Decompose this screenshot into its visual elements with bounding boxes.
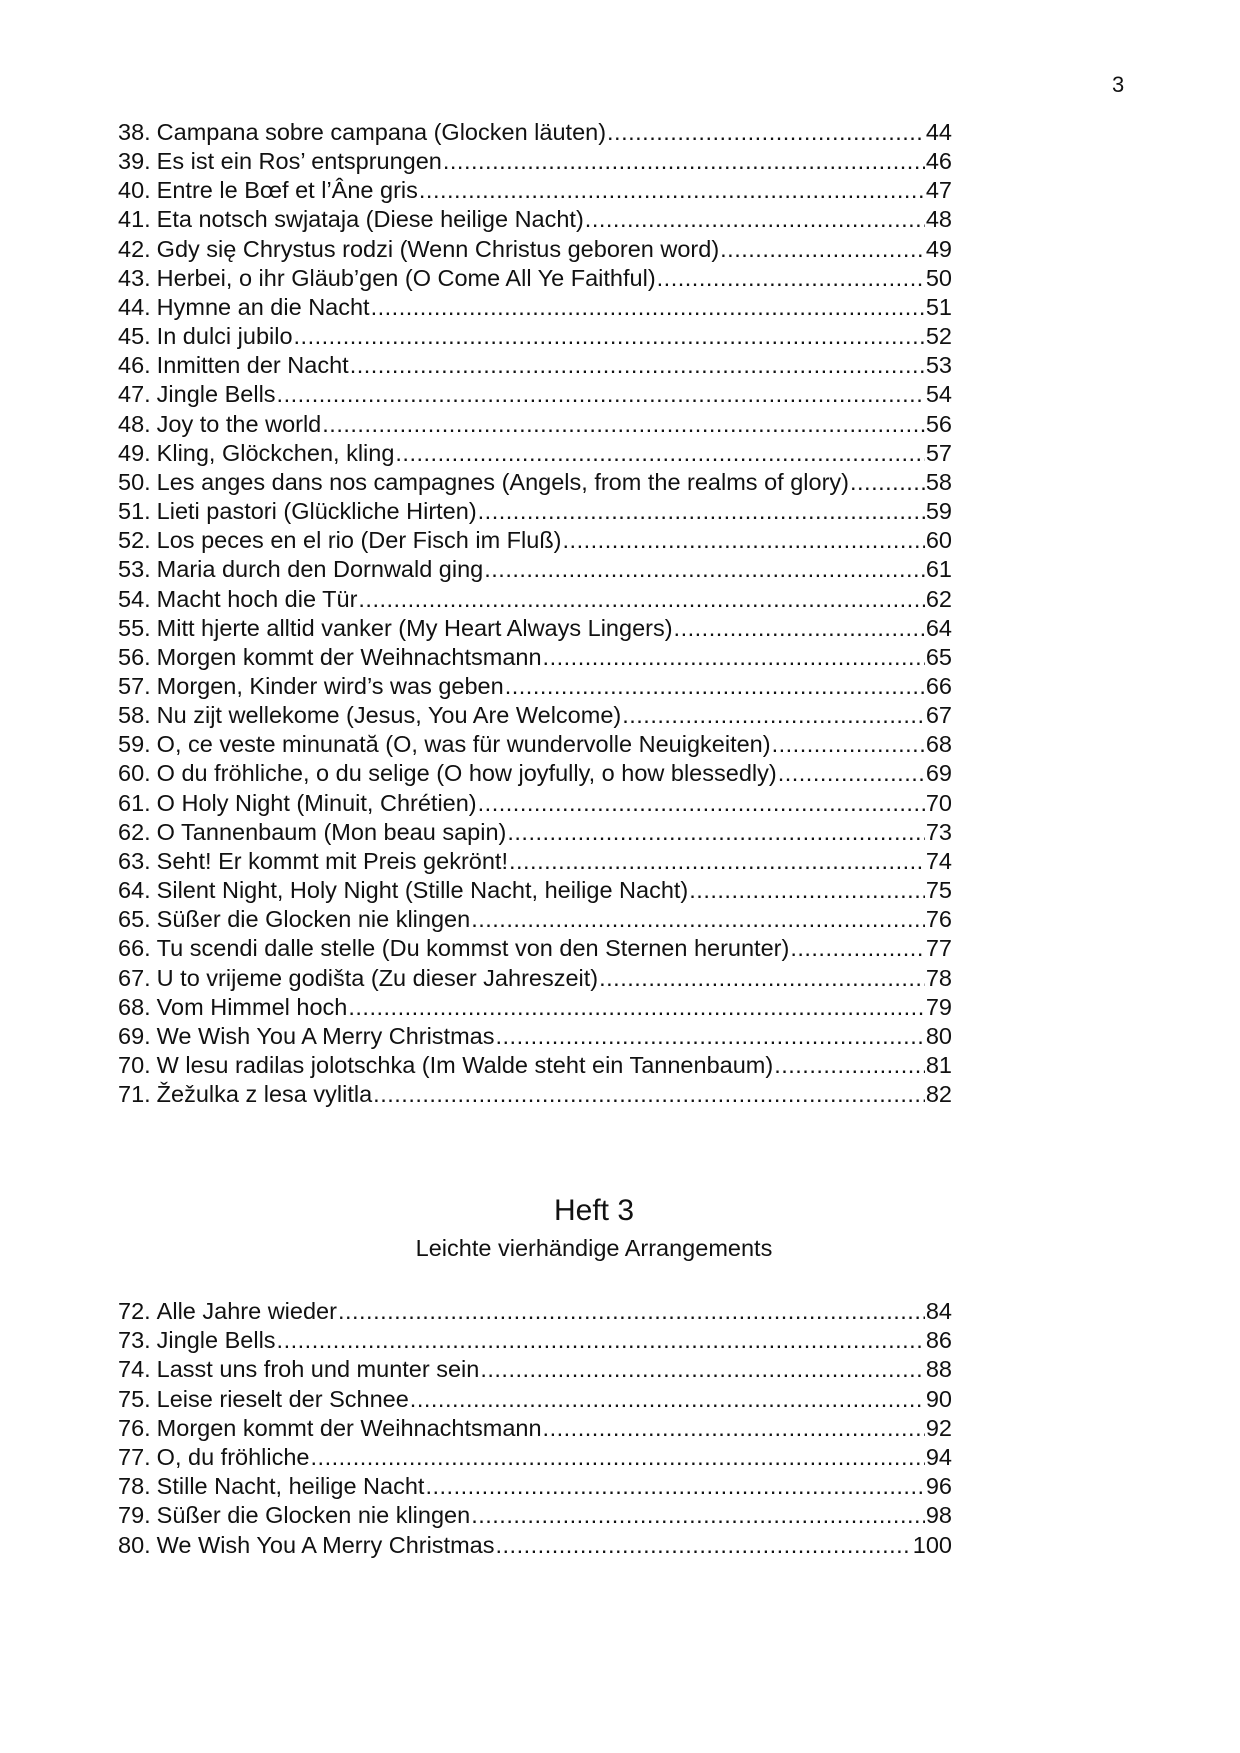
toc-entry-page: 98 <box>925 1502 952 1529</box>
toc-entry-page: 52 <box>925 323 952 350</box>
toc-entry-page: 47 <box>925 177 952 204</box>
dot-leader <box>471 905 925 934</box>
toc-entry-title: Herbei, o ihr Gläub’gen (O Come All Ye Faithful) <box>156 264 656 291</box>
toc-entry-title: O, ce veste minunată (O, was für wundervolle Neuigkeiten) <box>156 731 771 758</box>
dot-leader <box>778 759 925 788</box>
toc-entry <box>118 176 952 205</box>
toc-entry-title: O du fröhliche, o du selige (O how joyfully, o how blessedly) <box>156 760 777 787</box>
dot-leader <box>657 264 925 293</box>
toc-entry-title: Macht hoch die Tür <box>156 585 358 612</box>
toc-entry <box>118 410 952 439</box>
dot-leader <box>607 118 925 147</box>
toc-entry-page: 54 <box>925 381 952 408</box>
toc-entry-title: O, du fröhliche <box>156 1443 310 1470</box>
dot-leader <box>322 410 925 439</box>
toc-entry-title: Entre le Bœf et l’Âne gris <box>156 177 418 204</box>
toc-entry-title: Maria durch den Dornwald ging <box>156 556 484 583</box>
toc-entry-page: 88 <box>925 1356 952 1383</box>
dot-leader <box>505 672 925 701</box>
dot-leader <box>689 876 925 905</box>
dot-leader <box>277 380 925 409</box>
toc-entry-title: U to vrijeme godišta (Zu dieser Jahreszeit) <box>156 964 599 991</box>
toc-entry-page: 62 <box>925 585 952 612</box>
toc-entry <box>118 876 952 905</box>
toc-entry-title: Kling, Glöckchen, kling <box>156 439 395 466</box>
section-subtitle: Leichte vierhändige Arrangements <box>415 1235 773 1261</box>
toc-entry-number: 42. <box>118 235 151 262</box>
toc-entry <box>118 1501 952 1530</box>
toc-entry-page: 53 <box>925 352 952 379</box>
toc-entry <box>118 293 952 322</box>
toc-entry-number: 41. <box>118 206 151 233</box>
toc-entry-number: 68. <box>118 993 151 1020</box>
toc-entry <box>118 964 952 993</box>
toc-entry-page: 67 <box>925 702 952 729</box>
toc-entry-number: 52. <box>118 527 151 554</box>
toc-entry-number: 40. <box>118 177 151 204</box>
toc-entry-title: Eta notsch swjataja (Diese heilige Nacht) <box>156 206 584 233</box>
dot-leader <box>419 176 925 205</box>
toc-entry-number: 38. <box>118 119 151 145</box>
toc-entry-title: We Wish You A Merry Christmas <box>156 1531 495 1558</box>
toc-entry-page: 50 <box>925 264 952 291</box>
toc-entry-number: 57. <box>118 672 151 699</box>
toc-entry-page: 65 <box>925 643 952 670</box>
toc-entry-number: 66. <box>118 935 151 962</box>
toc-entry-title: O Holy Night (Minuit, Chrétien) <box>156 789 477 816</box>
toc-entry <box>118 993 952 1022</box>
toc-entry-title: Morgen, Kinder wird’s was geben <box>156 672 504 699</box>
toc-entry <box>118 351 952 380</box>
toc-entry-title: Les anges dans nos campagnes (Angels, from the realms of glory) <box>156 468 849 495</box>
toc-entry <box>118 439 952 468</box>
toc-entry-page: 60 <box>925 527 952 554</box>
toc-entry-number: 72. <box>118 1298 151 1324</box>
toc-entry <box>118 1326 952 1355</box>
toc-entry-page: 75 <box>925 877 952 904</box>
toc-entry <box>118 905 952 934</box>
toc-entry <box>118 1022 952 1051</box>
dot-leader <box>410 1385 925 1414</box>
toc-entry-page: 70 <box>925 789 952 816</box>
dot-leader <box>850 468 925 497</box>
toc-entry-page: 78 <box>925 964 952 991</box>
toc-entry-title: Gdy się Chrystus rodzi (Wenn Christus geboren word) <box>156 235 720 262</box>
toc-entry-title: Joy to the world <box>156 410 322 437</box>
toc-entry-number: 61. <box>118 789 151 816</box>
toc-entry-page: 59 <box>925 498 952 525</box>
dot-leader <box>395 439 924 468</box>
toc-entry-title: Jingle Bells <box>156 1327 276 1354</box>
toc-entry <box>118 643 952 672</box>
toc-entry-number: 78. <box>118 1473 151 1500</box>
toc-entry-page: 48 <box>925 206 952 233</box>
toc-entry-page: 73 <box>925 818 952 845</box>
toc-entry-number: 48. <box>118 410 151 437</box>
toc-entry <box>118 730 952 759</box>
dot-leader <box>471 1501 925 1530</box>
toc-entry-number: 73. <box>118 1327 151 1354</box>
toc-entry-page: 90 <box>925 1385 952 1412</box>
toc-entry <box>118 1531 952 1560</box>
toc-entry-title: Hymne an die Nacht <box>156 293 370 320</box>
toc-entry <box>118 789 952 818</box>
toc-entry-number: 47. <box>118 381 151 408</box>
toc-entry <box>118 205 952 234</box>
toc-entry-number: 80. <box>118 1531 151 1558</box>
toc-entry-title: Süßer die Glocken nie klingen <box>156 906 471 933</box>
toc-entry-page: 46 <box>925 148 952 175</box>
toc-entry-number: 45. <box>118 323 151 350</box>
dot-leader <box>358 585 924 614</box>
toc-entry-title: Leise rieselt der Schnee <box>156 1385 409 1412</box>
toc-entry-page: 66 <box>925 672 952 699</box>
toc-entry-page: 96 <box>925 1473 952 1500</box>
toc-entry-page: 80 <box>925 1022 952 1049</box>
dot-leader <box>495 1022 924 1051</box>
toc-entry-page: 76 <box>925 906 952 933</box>
toc-entry <box>118 672 952 701</box>
toc-entry-page: 86 <box>925 1327 952 1354</box>
toc-entry <box>118 1080 952 1109</box>
toc-entry-number: 39. <box>118 148 151 175</box>
toc-entry <box>118 847 952 876</box>
toc-entry-page: 94 <box>925 1443 952 1470</box>
toc-entry-page: 82 <box>925 1081 952 1108</box>
toc-entry-page: 61 <box>925 556 952 583</box>
toc-entry-page: 49 <box>925 235 952 262</box>
dot-leader <box>425 1472 924 1501</box>
toc-entry-title: Los peces en el rio (Der Fisch im Fluß) <box>156 527 562 554</box>
toc-entry-title: Morgen kommt der Weihnachtsmann <box>156 1414 542 1441</box>
dot-leader <box>443 147 925 176</box>
table-of-contents-heft-2 <box>118 118 952 1109</box>
dot-leader <box>350 351 925 380</box>
toc-entry <box>118 1385 952 1414</box>
dot-leader <box>790 934 925 963</box>
toc-entry <box>118 1051 952 1080</box>
table-of-contents-heft-3 <box>118 1297 952 1560</box>
toc-entry-number: 67. <box>118 964 151 991</box>
toc-entry <box>118 701 952 730</box>
dot-leader <box>371 293 925 322</box>
toc-entry-page: 74 <box>925 847 952 874</box>
toc-entry-title: Silent Night, Holy Night (Stille Nacht, heilige Nacht) <box>156 877 689 904</box>
toc-entry <box>118 322 952 351</box>
page-number: 3 <box>1112 72 1125 97</box>
toc-entry-title: Žežulka z lesa vylitla <box>156 1081 373 1108</box>
toc-entry <box>118 818 952 847</box>
toc-entry <box>118 1297 952 1326</box>
toc-entry-number: 76. <box>118 1414 151 1441</box>
toc-entry-page: 81 <box>925 1052 952 1078</box>
toc-entry-page: 79 <box>925 993 952 1020</box>
toc-entry <box>118 1443 952 1472</box>
toc-entry-page: 68 <box>925 731 952 758</box>
toc-entry <box>118 118 952 147</box>
toc-entry-page: 44 <box>925 119 952 145</box>
toc-entry-number: 58. <box>118 702 151 729</box>
toc-entry-number: 49. <box>118 439 151 466</box>
dot-leader <box>480 1355 925 1384</box>
toc-entry <box>118 380 952 409</box>
toc-entry-page: 100 <box>912 1531 952 1558</box>
dot-leader <box>484 555 925 584</box>
toc-entry-title: Stille Nacht, heilige Nacht <box>156 1473 425 1500</box>
dot-leader <box>311 1443 925 1472</box>
dot-leader <box>478 789 925 818</box>
toc-entry <box>118 526 952 555</box>
toc-entry-page: 92 <box>925 1414 952 1441</box>
toc-entry <box>118 264 952 293</box>
dot-leader <box>772 730 925 759</box>
toc-entry-number: 53. <box>118 556 151 583</box>
toc-entry-title: Tu scendi dalle stelle (Du kommst von den Sternen herunter) <box>156 935 790 962</box>
dot-leader <box>774 1051 925 1080</box>
toc-entry-title: Lasst uns froh und munter sein <box>156 1356 480 1383</box>
toc-entry-page: 51 <box>925 293 952 320</box>
toc-entry-title: In dulci jubilo <box>156 323 293 350</box>
toc-entry-number: 63. <box>118 847 151 874</box>
dot-leader <box>294 322 925 351</box>
dot-leader <box>373 1080 925 1109</box>
dot-leader <box>277 1326 925 1355</box>
toc-entry-title: Jingle Bells <box>156 381 276 408</box>
toc-entry <box>118 468 952 497</box>
toc-entry-number: 51. <box>118 498 151 525</box>
toc-entry-number: 44. <box>118 293 151 320</box>
toc-entry-number: 74. <box>118 1356 151 1383</box>
dot-leader <box>622 701 925 730</box>
toc-entry-title: Lieti pastori (Glückliche Hirten) <box>156 498 477 525</box>
toc-entry <box>118 1472 952 1501</box>
toc-entry-number: 69. <box>118 1022 151 1049</box>
dot-leader <box>543 643 925 672</box>
dot-leader <box>674 614 925 643</box>
toc-entry-page: 58 <box>925 468 952 495</box>
toc-entry-title: Es ist ein Ros’ entsprungen <box>156 148 442 175</box>
toc-entry-title: Süßer die Glocken nie klingen <box>156 1502 471 1529</box>
toc-entry-number: 62. <box>118 818 151 845</box>
toc-entry-title: O Tannenbaum (Mon beau sapin) <box>156 818 507 845</box>
dot-leader <box>585 205 925 234</box>
toc-entry-number: 54. <box>118 585 151 612</box>
dot-leader <box>720 235 925 264</box>
toc-entry-title: W lesu radilas jolotschka (Im Walde steht ein Tannenbaum) <box>156 1052 774 1078</box>
dot-leader <box>599 964 925 993</box>
toc-entry <box>118 147 952 176</box>
toc-entry-number: 55. <box>118 614 151 641</box>
toc-entry-number: 46. <box>118 352 151 379</box>
toc-entry-number: 70. <box>118 1052 151 1078</box>
toc-entry-title: Alle Jahre wieder <box>156 1298 337 1324</box>
toc-entry-number: 59. <box>118 731 151 758</box>
toc-entry-page: 69 <box>925 760 952 787</box>
dot-leader <box>507 818 925 847</box>
toc-entry <box>118 934 952 963</box>
toc-entry-number: 43. <box>118 264 151 291</box>
toc-entry <box>118 1414 952 1443</box>
toc-entry-page: 64 <box>925 614 952 641</box>
toc-entry-number: 75. <box>118 1385 151 1412</box>
toc-entry-title: Inmitten der Nacht <box>156 352 349 379</box>
section-heading: Heft 3 <box>553 1194 635 1227</box>
dot-leader <box>495 1531 911 1560</box>
toc-entry-title: We Wish You A Merry Christmas <box>156 1022 495 1049</box>
toc-entry-page: 77 <box>925 935 952 962</box>
toc-entry <box>118 759 952 788</box>
dot-leader <box>563 526 925 555</box>
dot-leader <box>338 1297 925 1326</box>
toc-entry <box>118 555 952 584</box>
toc-entry-title: Seht! Er kommt mit Preis gekrönt! <box>156 847 508 874</box>
toc-entry <box>118 497 952 526</box>
toc-entry <box>118 1355 952 1384</box>
dot-leader <box>348 993 925 1022</box>
toc-entry-number: 50. <box>118 468 151 495</box>
toc-entry-title: Campana sobre campana (Glocken läuten) <box>156 119 607 145</box>
toc-entry-number: 77. <box>118 1443 151 1470</box>
toc-entry-title: Vom Himmel hoch <box>156 993 348 1020</box>
dot-leader <box>543 1414 925 1443</box>
toc-entry-page: 56 <box>925 410 952 437</box>
toc-entry-title: Morgen kommt der Weihnachtsmann <box>156 643 542 670</box>
toc-entry <box>118 585 952 614</box>
toc-entry-number: 64. <box>118 877 151 904</box>
toc-entry-number: 71. <box>118 1081 151 1108</box>
toc-entry-title: Nu zijt wellekome (Jesus, You Are Welcome) <box>156 702 622 729</box>
toc-entry-number: 65. <box>118 906 151 933</box>
dot-leader <box>509 847 925 876</box>
toc-entry-title: Mitt hjerte alltid vanker (My Heart Always Lingers) <box>156 614 673 641</box>
toc-entry-number: 56. <box>118 643 151 670</box>
dot-leader <box>478 497 925 526</box>
toc-entry-page: 57 <box>925 439 952 466</box>
toc-entry <box>118 614 952 643</box>
toc-entry-number: 60. <box>118 760 151 787</box>
toc-entry-page: 84 <box>925 1298 952 1324</box>
toc-entry-number: 79. <box>118 1502 151 1529</box>
toc-entry <box>118 235 952 264</box>
